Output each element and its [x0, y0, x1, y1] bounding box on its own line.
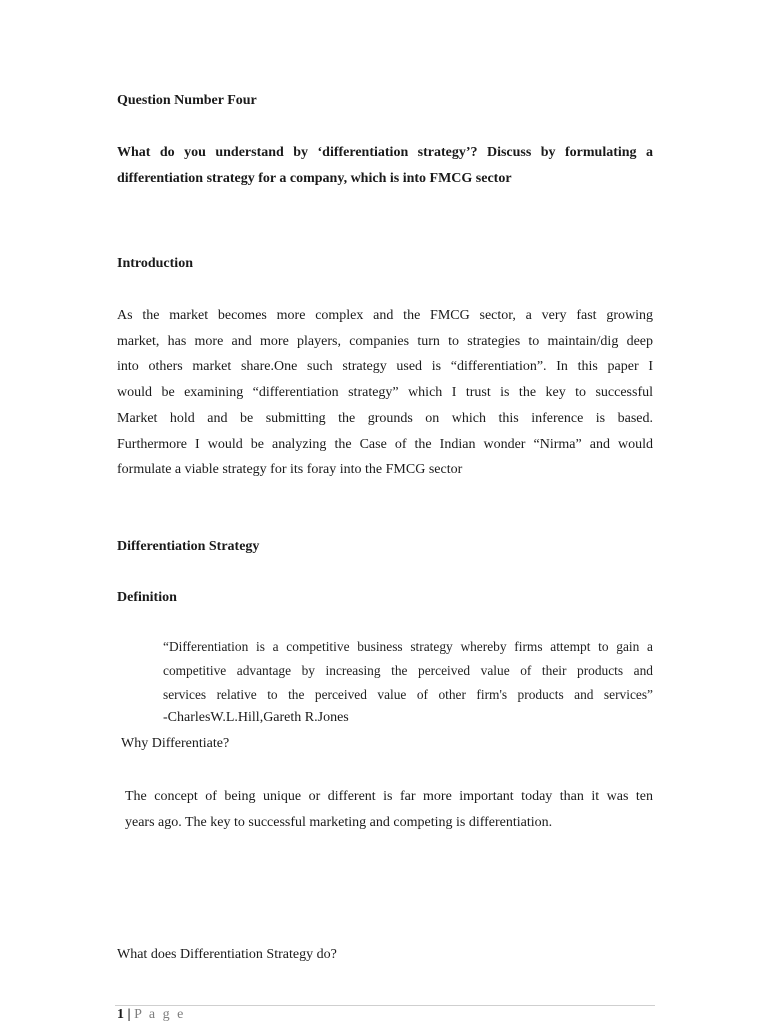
introduction-heading: Introduction	[117, 256, 193, 271]
why-differentiate-heading: Why Differentiate?	[121, 736, 230, 751]
quote-line: competitive advantage by increasing the perceived value of their products and	[163, 662, 653, 678]
introduction-paragraph	[117, 303, 653, 483]
intro-line: formulate a viable strategy for its foray into the FMCG sector	[117, 462, 463, 478]
intro-line: Market hold and be submitting the grounds on which this inference is based.	[117, 410, 653, 426]
intro-line: As the market becomes more complex and the FMCG sector, a very fast growing	[117, 308, 653, 323]
footer-divider	[115, 1005, 655, 1006]
intro-line: into others market share.One such strategy used is “differentiation”. In this paper I	[117, 359, 653, 375]
question-line-1: What do you understand by ‘differentiation strategy’? Discuss by formulating a	[117, 145, 653, 160]
quote-line: “Differentiation is a competitive business strategy whereby firms attempt to gain a	[163, 639, 653, 654]
footer-separator: |	[127, 1007, 131, 1022]
page-label: P a g e	[134, 1007, 186, 1022]
quote-attribution: -CharlesW.L.Hill,Gareth R.Jones	[163, 710, 349, 725]
why-line-1: The concept of being unique or different is far more important today than it was ten	[125, 789, 653, 804]
intro-line: market, has more and more players, companies turn to strategies to maintain/dig deep	[117, 333, 653, 349]
question-heading: Question Number Four	[117, 93, 257, 108]
definition-heading: Definition	[117, 590, 177, 605]
question-line-2: differentiation strategy for a company, which is into FMCG sector	[117, 171, 512, 186]
why-paragraph	[125, 784, 653, 835]
page-number: 1	[117, 1007, 124, 1022]
quote-line: services relative to the perceived value of other firm's products and services”	[163, 686, 653, 702]
intro-line: Furthermore I would be analyzing the Case of the Indian wonder “Nirma” and would	[117, 436, 653, 452]
question-text	[117, 140, 653, 192]
intro-line: would be examining “differentiation strategy” which I trust is the key to successful	[117, 385, 653, 401]
why-line-2: years ago. The key to successful marketing and competing is differentiation.	[125, 814, 553, 830]
definition-quote	[163, 635, 653, 706]
page-footer	[117, 1007, 185, 1023]
differentiation-strategy-heading: Differentiation Strategy	[117, 539, 260, 554]
what-does-heading: What does Differentiation Strategy do?	[117, 947, 337, 962]
